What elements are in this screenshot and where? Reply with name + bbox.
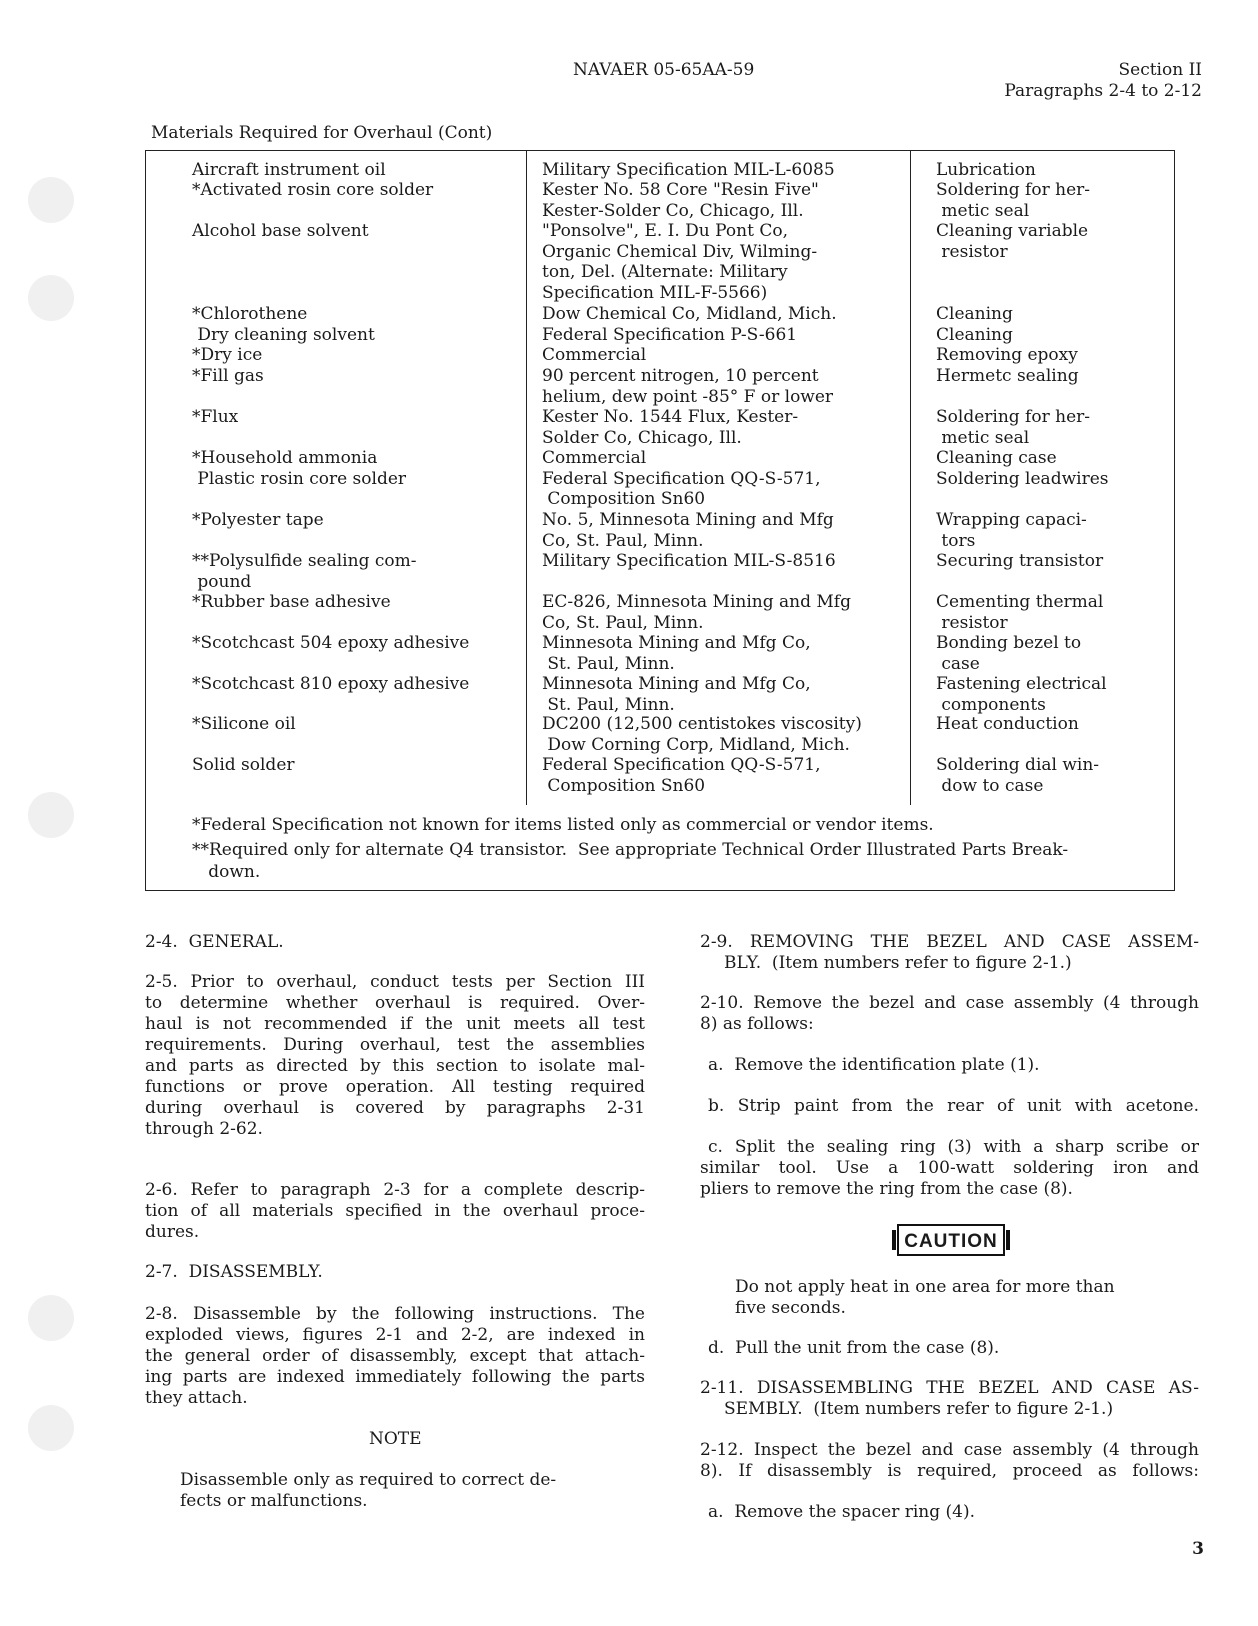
paragraph: exploded views, figures 2-1 and 2-2, are indexed in xyxy=(145,1325,645,1345)
binder-hole xyxy=(28,1295,74,1341)
page-number: 3 xyxy=(1192,1539,1204,1559)
paragraph: ing parts are indexed immediately following the parts xyxy=(145,1367,645,1387)
paragraph: they attach. xyxy=(145,1388,248,1408)
paragraph: requirements. During overhaul, test the assemblies xyxy=(145,1035,645,1055)
column-divider xyxy=(910,150,911,805)
paragraph: 8) as follows: xyxy=(700,1014,814,1034)
paragraph: through 2-62. xyxy=(145,1119,263,1139)
paragraph: the general order of disassembly, except that attach- xyxy=(145,1346,645,1366)
paragraph: dures. xyxy=(145,1222,200,1242)
paragraph: 8). If disassembly is required, proceed as follows: xyxy=(700,1461,1199,1481)
materials-table: Aircraft instrument oil Military Specification MIL-L-6085 Lubrication *Activated rosin core solder Kester No. 58 Core "Resin Five" Kester-Solder Co, Chicago, Ill. Soldering for her- metic seal Alcohol base solvent "Ponsolve", E. I. Du Pont Co, Organic Chemical Div, Wilming- ton, Del. (Alternate: Military Specification MIL-F-5566) Cleaning variable resistor *Chlorothene Dry cleaning solvent *Dry ice *Fill gas Dow Chemical Co, Midland, Mich. Federal Specification P-S-661 Commercial 90 percent nitrogen, 10 percent helium, dew point -85° F or lower Cleaning Cleaning Removing epoxy Hermetc sealing *Flux Kester No. 1544 Flux, Kester- Solder Co, Chicago, Ill. Soldering for her- metic seal *Household ammonia Plastic rosin core solder Commercial Federal Specification QQ-S-571, Composition Sn60 Cleaning case Soldering leadwires *Polyester tape No. 5, Minnesota Mining and Mfg Co, St. Paul, Minn. Wrapping capaci- tors **Polysulfide sealing com- pound Military Specification MIL-S-8516 Securing transistor *Rubber base adhesive EC-826, Minnesota Mining and Mfg Co, St. Paul, Minn. Cementing thermal resistor *Scotchcast 504 epoxy adhesive Minnesota Mining and Mfg Co, St. Paul, Minn. Bonding bezel to case *Scotchcast 810 epoxy adhesive Minnesota Mining and Mfg Co, St. Paul, Minn. Fastening electrical components *Silicone oil DC200 (12,500 centistokes viscosity) Dow Corning Corp, Midland, Mich. Heat conduction Solid solder Federal Specification QQ-S-571, Composition Sn60 Soldering dial win- dow to case *Federal Specification not known for items listed only as commercial or vendor items. **Required only for alternate Q4 transistor. See appropriate Technical Order Illustrated Parts Break- down. xyxy=(145,150,1175,891)
paragraph-heading: SEMBLY. (Item numbers refer to figure 2-1.) xyxy=(724,1399,1114,1419)
paragraph-heading: 2-7. DISASSEMBLY. xyxy=(145,1262,323,1282)
caution-label: CAUTION xyxy=(897,1224,1005,1256)
column-divider xyxy=(526,150,527,805)
note-text: fects or malfunctions. xyxy=(180,1491,368,1511)
paragraph: 2-6. Refer to paragraph 2-3 for a complete descrip- xyxy=(145,1180,645,1200)
paragraph: 2-12. Inspect the bezel and case assembly (4 through xyxy=(700,1440,1199,1460)
step-item: similar tool. Use a 100-watt soldering iron and xyxy=(700,1158,1199,1178)
paragraph: 2-5. Prior to overhaul, conduct tests per Section III xyxy=(145,972,645,992)
paragraph-heading: 2-4. GENERAL. xyxy=(145,932,284,952)
paragraph-heading: 2-9. REMOVING THE BEZEL AND CASE ASSEM- xyxy=(700,932,1199,952)
paragraph: haul is not recommended if the unit meets all test xyxy=(145,1014,645,1034)
step-item: c. Split the sealing ring (3) with a sharp scribe or xyxy=(708,1137,1199,1157)
paragraph-heading: BLY. (Item numbers refer to figure 2-1.) xyxy=(724,953,1072,973)
note-title: NOTE xyxy=(369,1429,422,1449)
paragraph: to determine whether overhaul is required. Over- xyxy=(145,993,645,1013)
caution-text: Do not apply heat in one area for more than xyxy=(735,1277,1115,1297)
caution-text: five seconds. xyxy=(735,1298,846,1318)
paragraph: functions or prove operation. All testing required xyxy=(145,1077,645,1097)
table-title: Materials Required for Overhaul (Cont) xyxy=(151,123,493,143)
paragraph: during overhaul is covered by paragraphs 2-31 xyxy=(145,1098,645,1118)
step-item: b. Strip paint from the rear of unit with acetone. xyxy=(708,1096,1199,1116)
document-number: NAVAER 05-65AA-59 xyxy=(573,60,755,80)
step-item: a. Remove the spacer ring (4). xyxy=(708,1502,976,1522)
binder-hole xyxy=(28,1405,74,1451)
step-item: a. Remove the identification plate (1). xyxy=(708,1055,1040,1075)
paragraphs-range: Paragraphs 2-4 to 2-12 xyxy=(1004,81,1202,101)
table-footnote: **Required only for alternate Q4 transistor. See appropriate Technical Order Illustrated Parts Break- down. xyxy=(192,840,1069,882)
binder-hole xyxy=(28,792,74,838)
section-label: Section II xyxy=(1118,60,1202,80)
table-footnote: *Federal Specification not known for items listed only as commercial or vendor items. xyxy=(192,815,934,835)
binder-hole xyxy=(28,275,74,321)
step-item: d. Pull the unit from the case (8). xyxy=(708,1338,1000,1358)
paragraph: and parts as directed by this section to isolate mal- xyxy=(145,1056,645,1076)
step-item: pliers to remove the ring from the case (8). xyxy=(700,1179,1073,1199)
binder-hole xyxy=(28,177,74,223)
paragraph: 2-8. Disassemble by the following instructions. The xyxy=(145,1304,645,1324)
note-text: Disassemble only as required to correct de- xyxy=(180,1470,557,1490)
paragraph: 2-10. Remove the bezel and case assembly (4 through xyxy=(700,993,1199,1013)
paragraph: tion of all materials specified in the overhaul proce- xyxy=(145,1201,645,1221)
paragraph-heading: 2-11. DISASSEMBLING THE BEZEL AND CASE AS- xyxy=(700,1378,1199,1398)
